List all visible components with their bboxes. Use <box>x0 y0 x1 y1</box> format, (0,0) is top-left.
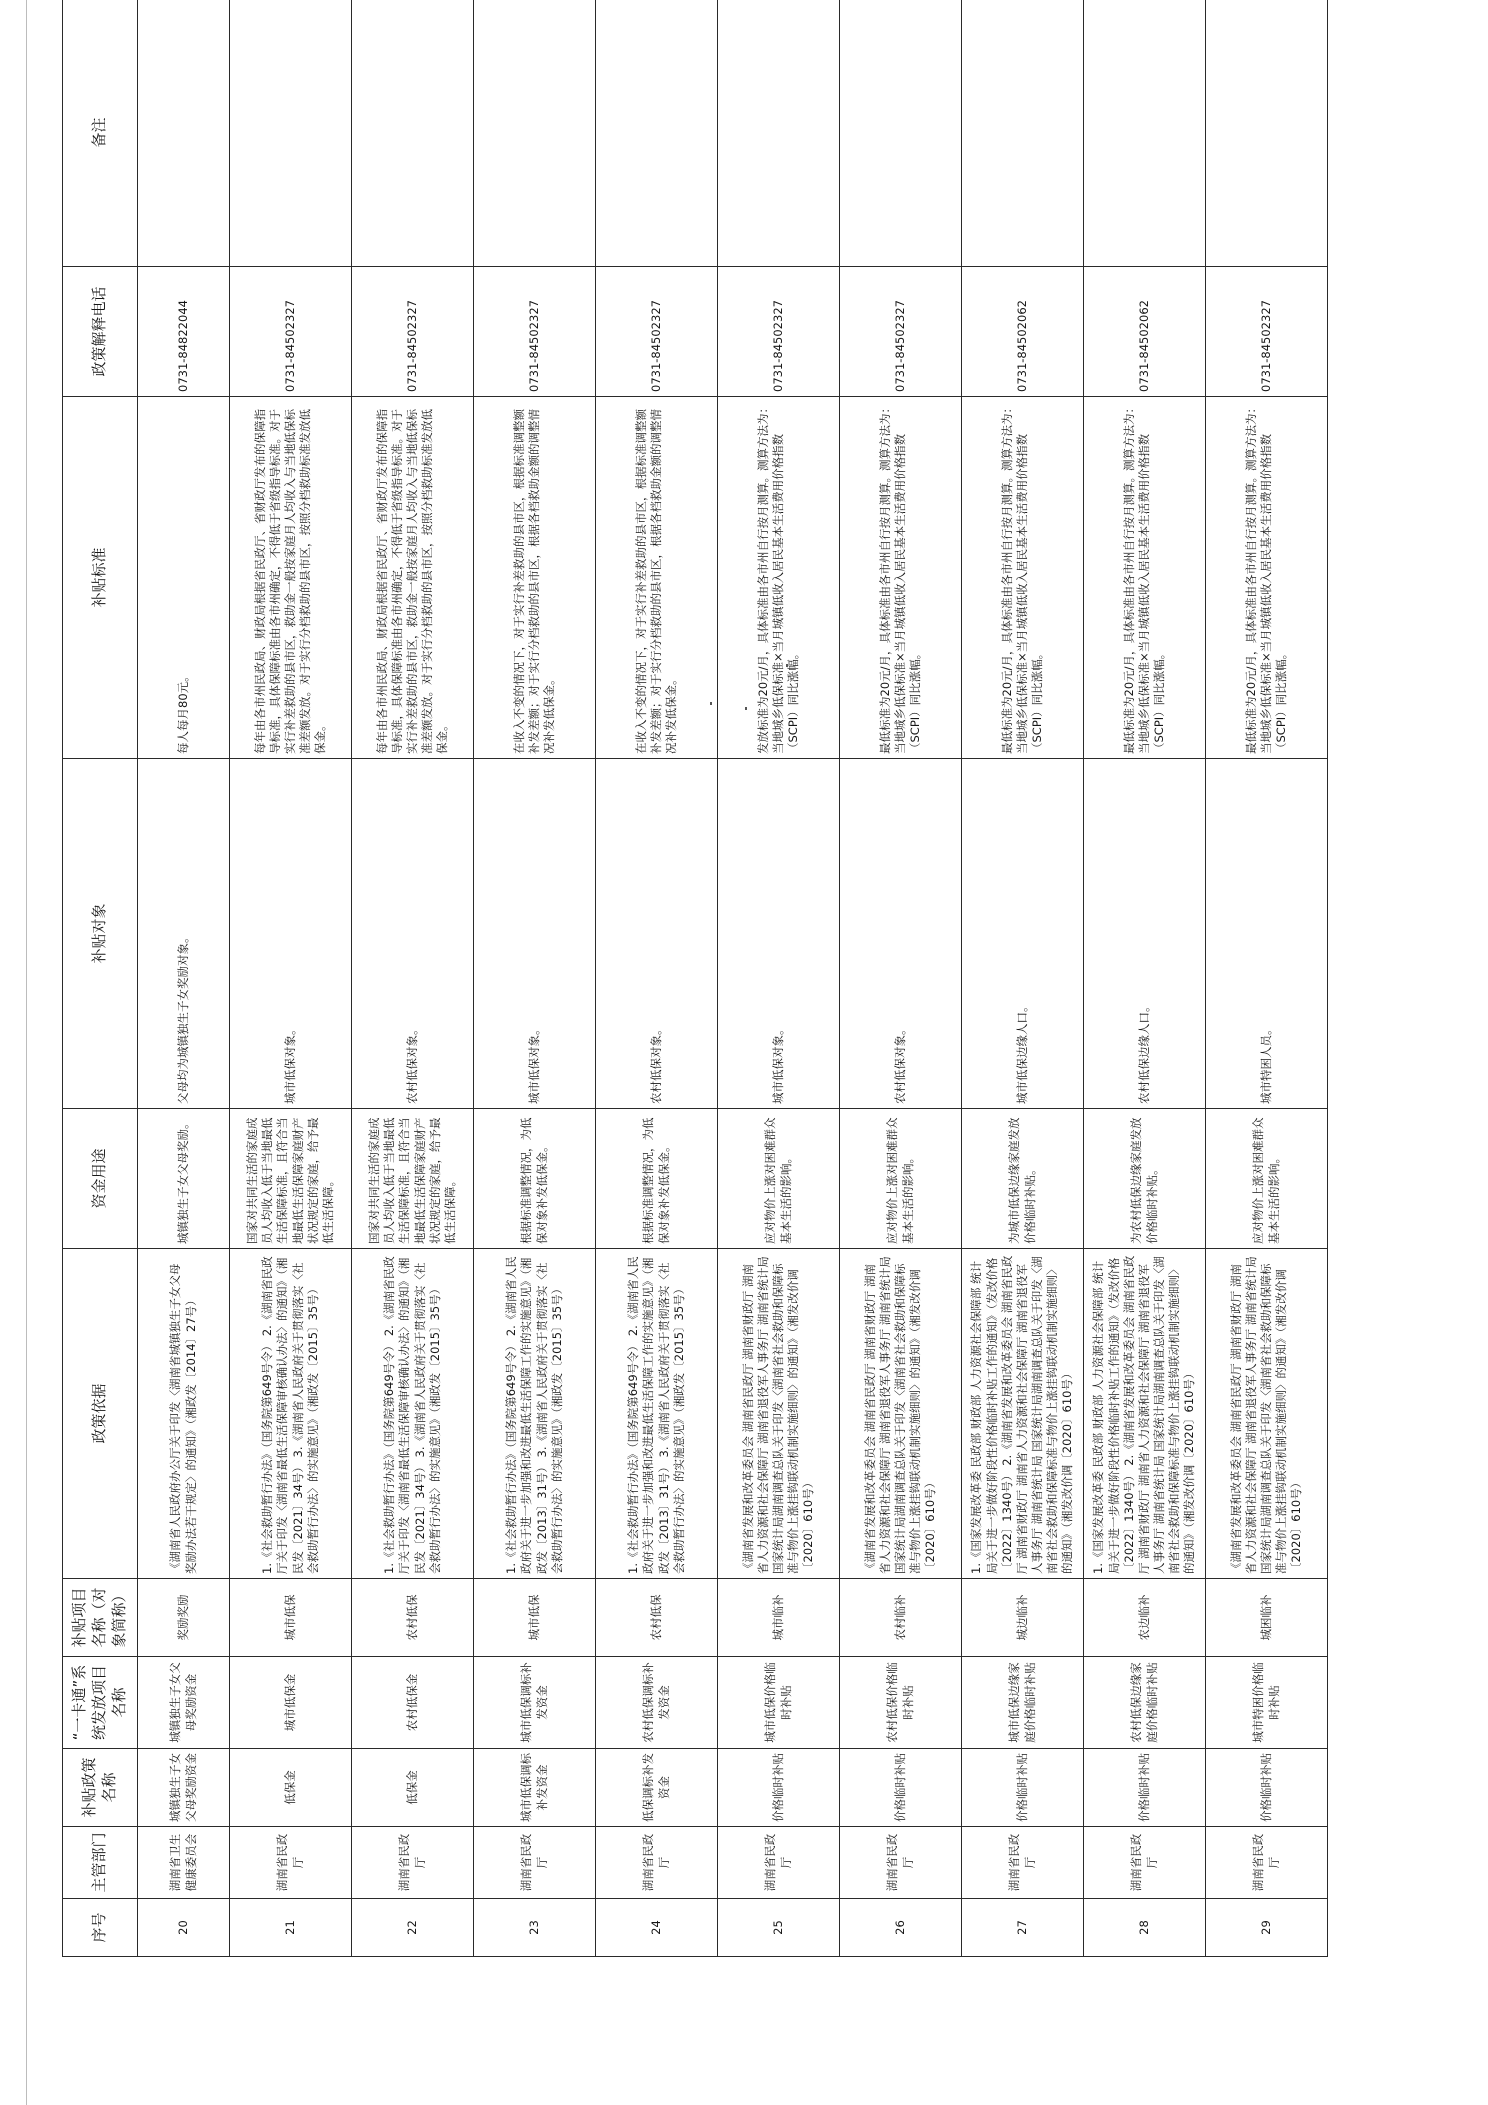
cell-use: 根据标准调整情况，为低保对象补发低保金。 <box>474 1109 596 1249</box>
cell-phone: 0731-84502327 <box>230 267 352 397</box>
cell-item: 价格临时补贴 <box>1206 1749 1328 1827</box>
cell-item: 低保调标补发资金 <box>596 1749 718 1827</box>
cell-seq: 29 <box>1206 1899 1328 1957</box>
cell-standard: 最低标准为20元/月，具体标准由各市州自行按月测算。测算方法为：当地城乡低保标准×当月城镇低收入居民基本生活费用价格指数（SCPI）同比涨幅。 <box>962 397 1084 759</box>
header-dept: 主管部门 <box>63 1827 138 1899</box>
cell-target: 城市低保边缘人口。 <box>962 759 1084 1109</box>
cell-name: 城困临补 <box>1206 1579 1328 1657</box>
cell-standard: 最低标准为20元/月，具体标准由各市州自行按月测算。测算方法为：当地城乡低保标准×当月城镇低收入居民基本生活费用价格指数（SCPI）同比涨幅。 <box>1084 397 1206 759</box>
cell-proj: 城市特困价格临时补贴 <box>1206 1657 1328 1749</box>
cell-name: 奖励奖励 <box>138 1579 230 1657</box>
cell-dept: 湖南省民政厅 <box>962 1827 1084 1899</box>
cell-item: 城市低保调标补发资金 <box>474 1749 596 1827</box>
cell-target: 城市低保对象。 <box>474 759 596 1109</box>
table-row <box>230 0 352 1957</box>
header-use: 资金用途 <box>63 1109 138 1249</box>
table-row <box>1206 0 1328 1957</box>
table-row <box>352 0 474 1957</box>
cell-basis: 1.《国家发展改革委 民政部 财政部 人力资源社会保障部 统计局关于进一步做好阶段性价格临时补贴工作的通知》（发改价格〔2022〕1340号） 2.《湖南省发展和改革委员会 湖南省民政厅 湖南省财政厅 湖南省人力资源和社会保障厅 湖南省退役军人事务厅 湖南省统计局 国家统计局湖南调查总队关于印发〈湖南省社会救助和保障标准与物价上涨挂钩联动机制实施细则〉的通知》（湘发改价调〔2020〕610号） <box>962 1249 1084 1579</box>
cell-item: 低保金 <box>352 1749 474 1827</box>
cell-dept: 湖南省民政厅 <box>596 1827 718 1899</box>
cell-note <box>474 0 596 267</box>
cell-proj: 农村低保价格临时补贴 <box>840 1657 962 1749</box>
header-note: 备注 <box>63 0 138 267</box>
cell-item: 价格临时补贴 <box>718 1749 840 1827</box>
cell-proj: 农村低保金 <box>352 1657 474 1749</box>
cell-proj: 城市低保价格临时补贴 <box>718 1657 840 1749</box>
cell-phone: 0731-84502062 <box>962 267 1084 397</box>
cell-note <box>962 0 1084 267</box>
header-target: 补贴对象 <box>63 759 138 1109</box>
cell-name: 农村低保 <box>596 1579 718 1657</box>
cell-use: 应对物价上涨对困难群众基本生活的影响。 <box>718 1109 840 1249</box>
cell-note <box>138 0 230 267</box>
cell-target: 农村低保边缘人口。 <box>1084 759 1206 1109</box>
table-row <box>718 0 840 1957</box>
cell-standard: 每人每月80元。 <box>138 397 230 759</box>
cell-seq: 25 <box>718 1899 840 1957</box>
cell-use: 为城市低保边缘家庭发放价格临时补贴。 <box>962 1109 1084 1249</box>
cell-standard: 在收入不变的情况下，对于实行补差救助的县市区，根据标准调整额补发差额；对于实行分档救助的县市区，根据各档救助金额的调整情况补发低保金。 <box>474 397 596 759</box>
cell-basis: 1.《社会救助暂行办法》（国务院第649号令） 2.《湖南省人民政府关于进一步加强和改进最低生活保障工作的实施意见》（湘政发〔2013〕31号） 3.《湖南省人民政府关于贯彻落实〈社会救助暂行办法〉的实施意见》（湘政发〔2015〕35号） <box>596 1249 718 1579</box>
cell-basis: 《湖南省发展和改革委员会 湖南省民政厅 湖南省财政厅 湖南省人力资源和社会保障厅 湖南省退役军人事务厅 湖南省统计局 国家统计局湖南调查总队关于印发〈湖南省社会救助和保障标准与物价上涨挂钩联动机制实施细则〉的通知》（湘发改价调〔2020〕610号） <box>1206 1249 1328 1579</box>
cell-item: 低保金 <box>230 1749 352 1827</box>
cell-dept: 湖南省民政厅 <box>230 1827 352 1899</box>
cell-phone: 0731-84502327 <box>1206 267 1328 397</box>
cell-proj: 城市低保边缘家庭价格临时补贴 <box>962 1657 1084 1749</box>
cell-basis: 1.《社会救助暂行办法》（国务院第649号令） 2.《湖南省民政厅关于印发〈湖南省最低生活保障审核确认办法〉的通知》（湘民发〔2021〕34号） 3.《湖南省人民政府关于贯彻落实〈社会救助暂行办法〉的实施意见》（湘政发〔2015〕35号） <box>352 1249 474 1579</box>
cell-standard: 发放标准为20元/月，具体标准由各市州自行按月测算。测算方法为：当地城乡低保标准×当月城镇低收入居民基本生活费用价格指数（SCPI）同比涨幅。 <box>718 397 840 759</box>
cell-note <box>840 0 962 267</box>
cell-target: 农村低保对象。 <box>840 759 962 1109</box>
header-row <box>63 0 138 1957</box>
cell-note <box>1084 0 1206 267</box>
cell-seq: 26 <box>840 1899 962 1957</box>
table-row <box>840 0 962 1957</box>
cell-item: 价格临时补贴 <box>962 1749 1084 1827</box>
cell-use: 国家对共同生活的家庭成员人均收入低于当地最低生活保障标准，且符合当地最低生活保障家庭财产状况规定的家庭，给予最低生活保障。 <box>230 1109 352 1249</box>
table-row <box>138 0 230 1957</box>
cell-dept: 湖南省民政厅 <box>840 1827 962 1899</box>
header-basis: 政策依据 <box>63 1249 138 1579</box>
cell-basis: 1.《国家发展改革委 民政部 财政部 人力资源社会保障部 统计局关于进一步做好阶段性价格临时补贴工作的通知》（发改价格〔2022〕1340号） 2.《湖南省发展和改革委员会 湖南省民政厅 湖南省财政厅 湖南省人力资源和社会保障厅 湖南省退役军人事务厅 湖南省统计局 国家统计局湖南调查总队关于印发〈湖南省社会救助和保障标准与物价上涨挂钩联动机制实施细则〉的通知》（湘发改价调〔2020〕610号） <box>1084 1249 1206 1579</box>
cell-seq: 22 <box>352 1899 474 1957</box>
page-edge-line <box>26 0 27 2105</box>
cell-name: 农边临补 <box>1084 1579 1206 1657</box>
cell-target: 父母均为城镇独生子女奖励对象。 <box>138 759 230 1109</box>
cell-use: 为农村低保边缘家庭发放价格临时补贴。 <box>1084 1109 1206 1249</box>
cell-seq: 21 <box>230 1899 352 1957</box>
cell-name: 农村临补 <box>840 1579 962 1657</box>
cell-name: 城市临补 <box>718 1579 840 1657</box>
cell-dept: 湖南省民政厅 <box>1206 1827 1328 1899</box>
cell-phone: 0731-84502327 <box>474 267 596 397</box>
cell-name: 农村低保 <box>352 1579 474 1657</box>
cell-basis: 《湖南省发展和改革委员会 湖南省民政厅 湖南省财政厅 湖南省人力资源和社会保障厅 湖南省退役军人事务厅 湖南省统计局 国家统计局湖南调查总队关于印发〈湖南省社会救助和保障标准与物价上涨挂钩联动机制实施细则〉的通知》（湘发改价调〔2020〕610号） <box>840 1249 962 1579</box>
cell-dept: 湖南省卫生健康委员会 <box>138 1827 230 1899</box>
cell-target: 城市特困人员。 <box>1206 759 1328 1109</box>
cell-proj: 城市低保调标补发资金 <box>474 1657 596 1749</box>
cell-target: 城市低保对象。 <box>718 759 840 1109</box>
cell-item: 价格临时补贴 <box>1084 1749 1206 1827</box>
subsidy-table <box>62 0 1328 1957</box>
header-item: 补贴政策名称 <box>63 1749 138 1827</box>
cell-dept: 湖南省民政厅 <box>1084 1827 1206 1899</box>
table-row <box>596 0 718 1957</box>
cell-standard: 在收入不变的情况下，对于实行补差救助的县市区，根据标准调整额补发差额；对于实行分档救助的县市区，根据各档救助金额的调整情况补发低保金。 <box>596 397 718 759</box>
table-row <box>1084 0 1206 1957</box>
table-row <box>474 0 596 1957</box>
cell-proj: 农村低保边缘家庭价格临时补贴 <box>1084 1657 1206 1749</box>
header-proj: “一卡通”系统发放项目名称 <box>63 1657 138 1749</box>
header-name: 补贴项目名称（对象简称） <box>63 1579 138 1657</box>
cell-seq: 20 <box>138 1899 230 1957</box>
cell-proj: 城镇独生子女父母奖励资金 <box>138 1657 230 1749</box>
cell-use: 应对物价上涨对困难群众基本生活的影响。 <box>840 1109 962 1249</box>
cell-name: 城市低保 <box>230 1579 352 1657</box>
cell-use: 城镇独生子女父母奖励。 <box>138 1109 230 1249</box>
header-phone: 政策解释电话 <box>63 267 138 397</box>
cell-seq: 28 <box>1084 1899 1206 1957</box>
cell-phone: 0731-84502327 <box>840 267 962 397</box>
cell-note <box>596 0 718 267</box>
cell-use: 应对物价上涨对困难群众基本生活的影响。 <box>1206 1109 1328 1249</box>
cell-basis: 1.《社会救助暂行办法》（国务院第649号令） 2.《湖南省人民政府关于进一步加强和改进最低生活保障工作的实施意见》（湘政发〔2013〕31号） 3.《湖南省人民政府关于贯彻落实〈社会救助暂行办法〉的实施意见》（湘政发〔2015〕35号） <box>474 1249 596 1579</box>
cell-standard: 最低标准为20元/月，具体标准由各市州自行按月测算。测算方法为：当地城乡低保标准×当月城镇低收入居民基本生活费用价格指数（SCPI）同比涨幅。 <box>840 397 962 759</box>
cell-phone: 0731-84502327 <box>352 267 474 397</box>
cell-use: 国家对共同生活的家庭成员人均收入低于当地最低生活保障标准，且符合当地最低生活保障家庭财产状况规定的家庭，给予最低生活保障。 <box>352 1109 474 1249</box>
cell-standard: 每年由各市州民政局、财政局根据省民政厅、省财政厅发布的保障指导标准，具体保障标准由各市州确定，不得低于省级指导标准。对于实行补差救助的县市区，救助金一般按家庭月人均收入与当地低保标准差额发放。对于实行分档救助的县市区，按照分档救助标准发放低保金。 <box>230 397 352 759</box>
cell-target: 农村低保对象。 <box>596 759 718 1109</box>
cell-phone: 0731-84502327 <box>596 267 718 397</box>
cell-seq: 23 <box>474 1899 596 1957</box>
cell-target: 农村低保对象。 <box>352 759 474 1109</box>
cell-dept: 湖南省民政厅 <box>352 1827 474 1899</box>
table-row <box>962 0 1084 1957</box>
cell-note <box>230 0 352 267</box>
cell-proj: 城市低保金 <box>230 1657 352 1749</box>
cell-seq: 24 <box>596 1899 718 1957</box>
cell-basis: 1.《社会救助暂行办法》（国务院第649号令） 2.《湖南省民政厅关于印发〈湖南省最低生活保障审核确认办法〉的通知》（湘民发〔2021〕34号） 3.《湖南省人民政府关于贯彻落实〈社会救助暂行办法〉的实施意见》（湘政发〔2015〕35号） <box>230 1249 352 1579</box>
cell-note <box>718 0 840 267</box>
cell-use: 根据标准调整情况，为低保对象补发低保金。 <box>596 1109 718 1249</box>
cell-phone: 0731-84822044 <box>138 267 230 397</box>
cell-standard: 最低标准为20元/月，具体标准由各市州自行按月测算。测算方法为：当地城乡低保标准×当月城镇低收入居民基本生活费用价格指数（SCPI）同比涨幅。 <box>1206 397 1328 759</box>
cell-name: 城边临补 <box>962 1579 1084 1657</box>
header-standard: 补贴标准 <box>63 397 138 759</box>
cell-basis: 《湖南省发展和改革委员会 湖南省民政厅 湖南省财政厅 湖南省人力资源和社会保障厅 湖南省退役军人事务厅 湖南省统计局 国家统计局湖南调查总队关于印发〈湖南省社会救助和保障标准与物价上涨挂钩联动机制实施细则〉的通知》（湘发改价调〔2020〕610号） <box>718 1249 840 1579</box>
cell-phone: 0731-84502327 <box>718 267 840 397</box>
cell-note <box>352 0 474 267</box>
cell-item: 城镇独生子女父母奖励资金 <box>138 1749 230 1827</box>
cell-seq: 27 <box>962 1899 1084 1957</box>
cell-dept: 湖南省民政厅 <box>474 1827 596 1899</box>
cell-dept: 湖南省民政厅 <box>718 1827 840 1899</box>
cell-name: 城市低保 <box>474 1579 596 1657</box>
cell-standard: 每年由各市州民政局、财政局根据省民政厅、省财政厅发布的保障指导标准，具体保障标准由各市州确定，不得低于省级指导标准。对于实行补差救助的县市区，救助金一般按家庭月人均收入与当地低保标准差额发放。对于实行分档救助的县市区，按照分档救助标准发放低保金。 <box>352 397 474 759</box>
cell-note <box>1206 0 1328 267</box>
cell-target: 城市低保对象。 <box>230 759 352 1109</box>
cell-phone: 0731-84502062 <box>1084 267 1206 397</box>
header-seq: 序号 <box>63 1899 138 1957</box>
cell-proj: 农村低保调标补发资金 <box>596 1657 718 1749</box>
cell-basis: 《湖南省人民政府办公厅关于印发〈湖南省城镇独生子女父母奖励办法若干规定〉的通知》（湘政发〔2014〕27号） <box>138 1249 230 1579</box>
cell-item: 价格临时补贴 <box>840 1749 962 1827</box>
